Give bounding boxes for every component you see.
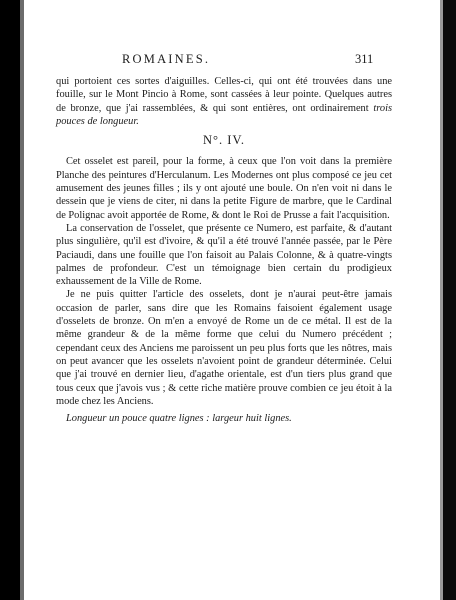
running-head xyxy=(56,53,392,69)
paragraph-1: Cet osselet est pareil, pour la forme, à ceux que l'on voit dans la première Planche des peintures d'Herculanum. Les Modernes ont plus composé ce jeu cet amusement des jeunes filles ; ils y ont ajouté une boule. On n'en voit ni dans le dessein que je viens de citer, ni dans la petite Figure de marbre, que le Cardinal de Polignac avoit apportée de Rome, & dont le Roi de Prusse a fait l'acquisition. xyxy=(56,156,392,221)
right-page-edge xyxy=(443,0,456,600)
paragraph-2: La conservation de l'osselet, que présente ce Numero, est parfaite, & d'autant plus singulière, qu'il est d'ivoire, & qu'il a été trouvé l'année passée, par le Père Paciaudi, dans une fouille que l'on faisoit au Palais Colonne, & à quatre-vingts palmes de profondeur. C'est un témoignage bien certain du prodigieux exhaussement de la Ville de Rome. xyxy=(56,222,392,288)
intro-paragraph-text: qui portoient ces sortes d'aiguilles. Celles-ci, qui ont été trouvées dans une fouille, sur le Mont Pincio à Rome, sont cassées à leur pointe. Quelques autres de bronze, que j'ai rassemblées, & qui sont entières, ont ordinairement xyxy=(56,76,392,114)
intro-paragraph-italic-end: trois pouces de longueur. xyxy=(56,102,392,127)
paragraph-3: Je ne puis quitter l'article des osselets, dont je n'aurai peut-être jamais occasion de parler, sans dire que les Romains faisoient également usage d'osselets de bronze. On m'en a envoyé de Rome un de ce métal. Il est de la même grandeur & de la même forme que celui du Numero précédent ; cependant ceux des Anciens me paroissent un peu plus forts que les nôtres, mais on peut avancer que les osselets n'avoient point de grandeur déterminée. Celui que j'ai trouvé en dernier lieu, d'agathe orientale, est d'un tiers plus grand que tous ceux que j'avois vus ; & cette riche matière prouve combien ce jeu étoit à la mode chez les Anciens. xyxy=(56,289,392,407)
left-page-shadow xyxy=(20,0,24,600)
text-block xyxy=(56,53,392,425)
intro-paragraph xyxy=(56,75,392,128)
left-page-edge xyxy=(0,0,20,600)
page-number: 311 xyxy=(355,52,374,66)
dimensions-caption: Longueur un pouce quatre lignes : largeur huit lignes. xyxy=(66,413,292,425)
section-heading: N°. IV. xyxy=(203,133,245,148)
running-head-title: ROMAINES. xyxy=(122,52,211,66)
